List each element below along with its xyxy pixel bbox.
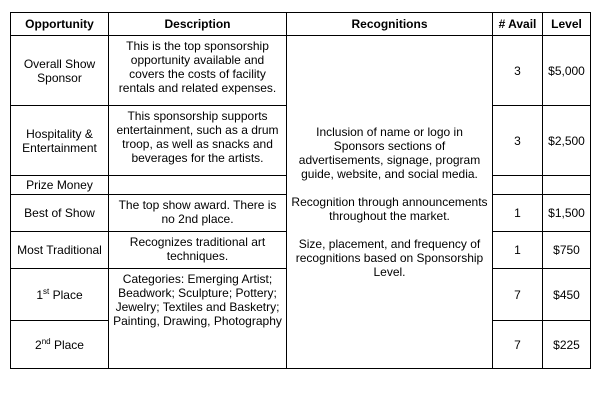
recognition-text: Recognition through announcements throughout the market. [291,195,488,223]
recognition-text: Inclusion of name or logo in Sponsors sections of advertisements, signage, program guide, website, and social media. [298,125,481,181]
place-word: Place [52,287,83,302]
level-cell: $5,000 [543,36,591,106]
recognition-text: Size, placement, and frequency of recognitions based on Sponsorship Level. [295,237,484,279]
place-word: Place [53,337,84,352]
avail-cell: 7 [493,321,543,369]
place-number: 2 [35,337,42,352]
opportunity-cell: Best of Show [11,195,109,232]
place-number: 1 [36,287,44,302]
level-cell: $1,500 [543,195,591,232]
level-cell: $2,500 [543,106,591,176]
header-description: Description [109,13,287,36]
opportunity-cell: Prize Money [11,176,109,195]
sponsorship-table [10,12,591,369]
opportunity-cell [11,321,109,369]
avail-cell: 1 [493,232,543,269]
description-cell: This is the top sponsorship opportunity available and covers the costs of facility rentals and related expenses. [109,36,287,106]
avail-cell [493,176,543,195]
description-cell: Recognizes traditional art techniques. [109,232,287,269]
header-recognitions: Recognitions [287,13,493,36]
description-cell: The top show award. There is no 2nd place. [109,195,287,232]
header-opportunity: Opportunity [11,13,109,36]
header-row [11,13,591,36]
table-row [11,36,591,106]
opportunity-cell: Most Traditional [11,232,109,269]
header-avail: # Avail [493,13,543,36]
description-cell: Categories: Emerging Artist; Beadwork; Sculpture; Pottery; Jewelry; Textiles and Basketry; Painting, Drawing, Photography [109,269,287,369]
level-cell [543,176,591,195]
opportunity-cell: Hospitality & Entertainment [11,106,109,176]
level-cell: $225 [543,321,591,369]
opportunity-cell: Overall Show Sponsor [11,36,109,106]
opportunity-cell [11,269,109,321]
avail-cell: 7 [493,269,543,321]
header-level: Level [543,13,591,36]
level-cell: $450 [543,269,591,321]
level-cell: $750 [543,232,591,269]
avail-cell: 1 [493,195,543,232]
avail-cell: 3 [493,36,543,106]
place-suffix: nd [41,336,51,346]
description-cell [109,176,287,195]
description-cell: This sponsorship supports entertainment, such as a drum troop, as well as snacks and beverages for the artists. [109,106,287,176]
place-suffix: st [43,286,50,296]
recognitions-cell [287,36,493,369]
avail-cell: 3 [493,106,543,176]
